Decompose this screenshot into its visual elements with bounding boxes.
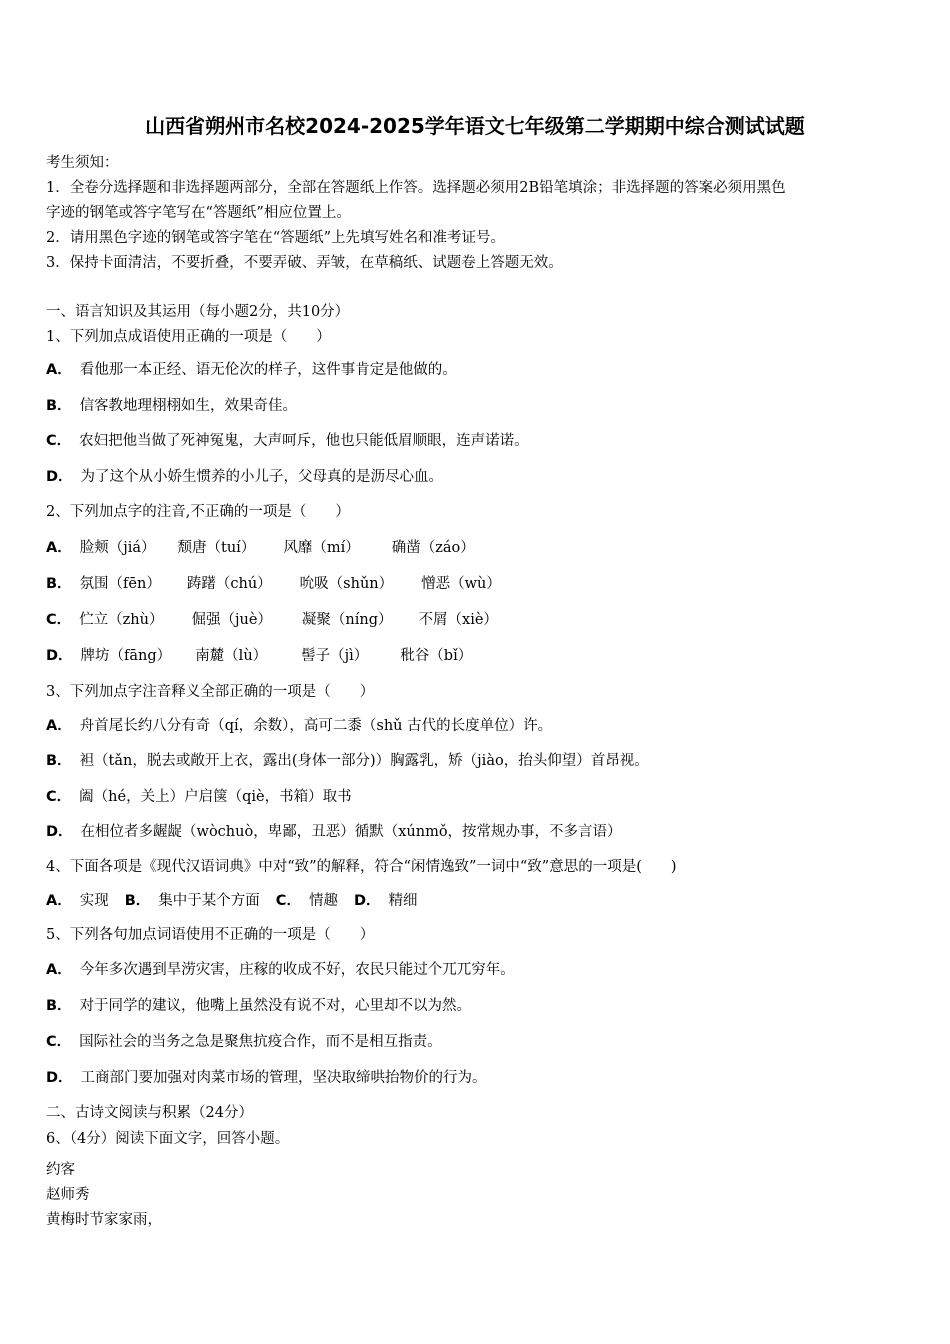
option-item: 脸颊（jiá） (79, 540, 156, 556)
option-label: C． (46, 433, 72, 449)
option-row (46, 1067, 487, 1089)
option-text: 实现 (79, 893, 109, 909)
option-label: C． (275, 893, 301, 909)
notice-heading: 考生须知： (46, 155, 119, 171)
option-row (46, 786, 352, 808)
option-item: 踌躇（chú） (186, 576, 272, 592)
option-text: 情趣 (308, 893, 338, 909)
option-label: B． (46, 398, 72, 414)
poem-title: 约客 (46, 1162, 75, 1178)
poem-line: 黄梅时节家家雨， (46, 1212, 162, 1228)
option-label: A． (46, 893, 72, 909)
option-label: A． (46, 718, 72, 734)
option-item: 牌坊（fāng） (80, 648, 172, 664)
option-row (46, 750, 649, 772)
option-label: D． (46, 1070, 73, 1086)
option-row (46, 959, 515, 981)
option-text: 舟首尾长约八分有奇（qí，余数），高可二黍（shǔ 古代的长度单位）许。 (79, 718, 553, 734)
section-heading: 一、语言知识及其运用（每小题2分，共10分） (46, 304, 350, 320)
option-text: 精细 (388, 893, 418, 909)
question-stem: 2、下列加点字的注音,不正确的一项是（ ） (46, 504, 350, 520)
option-item: 南麓（lù） (195, 648, 268, 664)
option-text: 阖（hé，关上）户启箧（qiè，书箱）取书 (79, 789, 352, 805)
notice-item: 3．保持卡面清洁，不要折叠，不要弄破、弄皱，在草稿纸、试题卷上答题无效。 (46, 255, 563, 271)
option-text: 看他那一本正经、语无伦次的样子，这件事肯定是他做的。 (79, 362, 457, 378)
option-row (46, 430, 529, 452)
option-item: 不屑（xiè） (418, 612, 498, 628)
option-item: 秕谷（bǐ） (400, 648, 473, 664)
option-label: A． (46, 540, 72, 556)
poem-author: 赵师秀 (46, 1187, 90, 1203)
question-stem: 4、下面各项是《现代汉语词典》中对“致”的解释，符合“闲情逸致”一词中“致”意思的一项是( ) (46, 859, 677, 875)
option-text: 工商部门要加强对肉菜市场的管理，坚决取缔哄抬物价的行为。 (80, 1070, 487, 1086)
option-item: 伫立（zhù） (79, 612, 164, 628)
question-stem: 5、下列各句加点词语使用不正确的一项是（ ） (46, 927, 375, 943)
option-label: C． (46, 612, 72, 628)
option-label: B． (124, 893, 151, 909)
option-label: C． (46, 1034, 72, 1050)
question-stem: 6、（4分）阅读下面文字，回答小题。 (46, 1131, 290, 1147)
option-row (46, 537, 475, 559)
option-text: 今年多次遇到旱涝灾害，庄稼的收成不好，农民只能过个兀兀穷年。 (79, 962, 515, 978)
option-label: C． (46, 789, 72, 805)
option-item: 确凿（záo） (391, 540, 475, 556)
option-label: B． (46, 753, 72, 769)
option-row (46, 1031, 442, 1053)
option-row (46, 715, 552, 737)
option-row (46, 995, 471, 1017)
option-text: 集中于某个方面 (158, 893, 260, 909)
option-text: 农妇把他当做了死神冤鬼，大声呵斥，他也只能低眉顺眼，连声诺诺。 (79, 433, 529, 449)
option-text: 在相位者多龌龊（wòchuò，卑鄙，丑恶）循默（xúnmǒ，按常规办事，不多言语） (80, 824, 622, 840)
option-row (46, 359, 457, 381)
option-label: B． (46, 576, 72, 592)
option-row (46, 395, 297, 417)
option-row (46, 821, 622, 843)
option-item: 吮吸（shǔn） (299, 576, 394, 592)
option-item: 倔强（juè） (191, 612, 272, 628)
option-row (46, 573, 501, 595)
option-row (46, 645, 472, 667)
option-item: 凝聚（níng） (301, 612, 393, 628)
option-label: B． (46, 998, 72, 1014)
option-text: 信客教地理栩栩如生，效果奇佳。 (79, 398, 298, 414)
option-item: 颓唐（tuí） (177, 540, 256, 556)
notice-item: 字迹的钢笔或答字笔写在“答题纸”相应位置上。 (46, 205, 351, 221)
option-label: D． (46, 648, 73, 664)
option-label: D． (46, 469, 73, 485)
option-item: 风靡（mí） (283, 540, 360, 556)
question-stem: 3、下列加点字注音释义全部正确的一项是（ ） (46, 684, 375, 700)
option-text: 袒（tǎn，脱去或敞开上衣，露出(身体一部分)）胸露乳，矫（jiào，抬头仰望）首昂视。 (79, 753, 649, 769)
option-text: 对于同学的建议，他嘴上虽然没有说不对，心里却不以为然。 (79, 998, 472, 1014)
option-row (46, 466, 443, 488)
notice-item: 1．全卷分选择题和非选择题两部分，全部在答题纸上作答。选择题必须用2B铅笔填涂；非选择题的答案必须用黑色 (46, 180, 786, 196)
option-row (46, 609, 498, 631)
section-heading: 二、古诗文阅读与积累（24分） (46, 1105, 253, 1121)
page-title: 山西省朔州市名校2024-2025学年语文七年级第二学期期中综合测试试题 (145, 114, 805, 138)
option-label: A． (46, 362, 72, 378)
notice-item: 2．请用黑色字迹的钢笔或答字笔在“答题纸”上先填写姓名和准考证号。 (46, 230, 506, 246)
option-text: 为了这个从小娇生惯养的小儿子，父母真的是沥尽心血。 (80, 469, 444, 485)
option-label: D． (353, 893, 381, 909)
option-label: D． (46, 824, 73, 840)
question-stem: 1、下列加点成语使用正确的一项是（ ） (46, 329, 331, 345)
option-item: 氛围（fēn） (79, 576, 161, 592)
option-item: 髻子（jì） (301, 648, 369, 664)
option-text: 国际社会的当务之急是聚焦抗疫合作，而不是相互指责。 (79, 1034, 442, 1050)
option-item: 憎恶（wù） (421, 576, 501, 592)
option-label: A． (46, 962, 72, 978)
option-row (46, 890, 418, 912)
